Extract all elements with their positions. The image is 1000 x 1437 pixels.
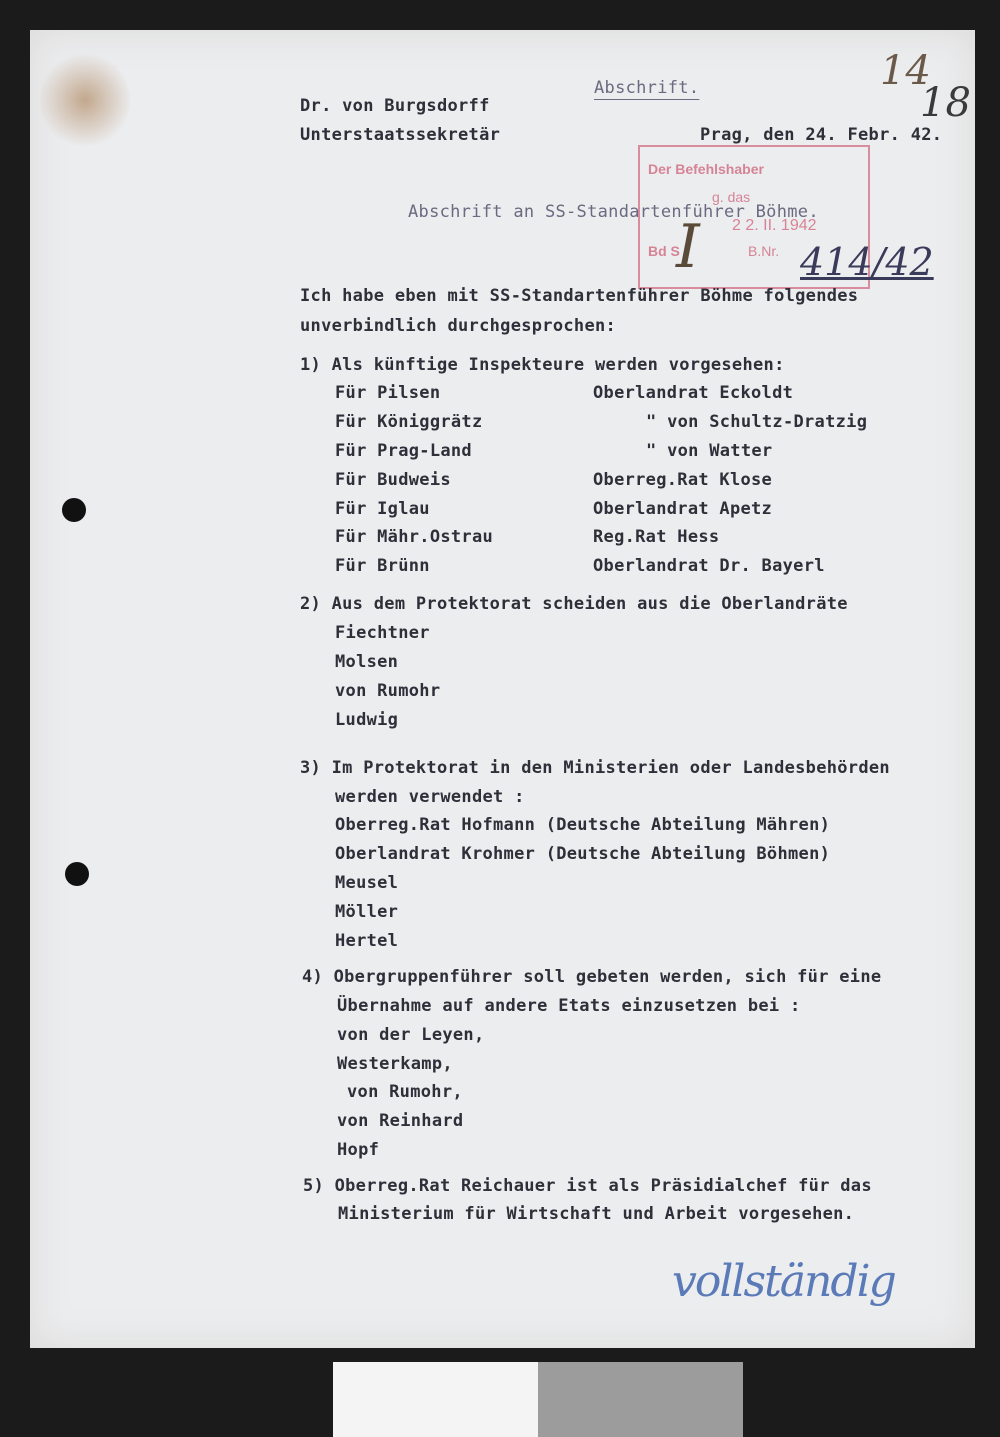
section1-place: Für Pilsen bbox=[335, 383, 441, 403]
stamp-line-2: g. das bbox=[712, 189, 751, 205]
sender-title: Unterstaatssekretär bbox=[300, 125, 501, 145]
section1-person: Reg.Rat Hess bbox=[593, 527, 720, 547]
stamp-line-4: Bd S bbox=[648, 243, 680, 259]
section3-heading: 3) Im Protektorat in den Ministerien oder Landesbehörden bbox=[300, 758, 890, 778]
section1-person: Oberlandrat Eckoldt bbox=[593, 383, 794, 403]
section4-line-2: Übernahme auf andere Etats einzusetzen bei : bbox=[337, 996, 801, 1016]
page-number-top: 14 bbox=[880, 48, 931, 94]
section4-name: von Rumohr, bbox=[347, 1082, 463, 1102]
color-calibration-gray bbox=[538, 1362, 743, 1437]
section2-name: Molsen bbox=[335, 652, 399, 672]
sender-name: Dr. von Burgsdorff bbox=[300, 96, 490, 116]
stamp-line-1: Der Befehlshaber bbox=[648, 161, 764, 177]
section1-place: Für Königgrätz bbox=[335, 412, 483, 432]
intro-line-1: Ich habe eben mit SS-Standartenführer Böhme folgendes bbox=[300, 286, 859, 306]
section1-person: Oberlandrat Dr. Bayerl bbox=[593, 556, 825, 576]
page-number-bottom: 18 bbox=[920, 80, 971, 126]
rust-stain bbox=[40, 50, 130, 150]
section2-name: von Rumohr bbox=[335, 681, 441, 701]
section2-name: Ludwig bbox=[335, 710, 399, 730]
section1-place: Für Brünn bbox=[335, 556, 430, 576]
section1-place: Für Iglau bbox=[335, 499, 430, 519]
section4-heading: 4) Obergruppenführer soll gebeten werden, sich für eine bbox=[302, 967, 882, 987]
reference-number: 414/42 bbox=[800, 240, 934, 284]
section2-name: Fiechtner bbox=[335, 623, 430, 643]
section4-name: von Reinhard bbox=[337, 1111, 464, 1131]
section1-place: Für Prag-Land bbox=[335, 441, 472, 461]
section3-name: Hertel bbox=[335, 931, 399, 951]
place-date: Prag, den 24. Febr. 42. bbox=[700, 125, 943, 145]
section3-name: Oberreg.Rat Hofmann (Deutsche Abteilung Mähren) bbox=[335, 815, 831, 835]
section1-heading: 1) Als künftige Inspekteure werden vorgesehen: bbox=[300, 355, 785, 375]
section3-name: Möller bbox=[335, 902, 399, 922]
section4-name: Hopf bbox=[337, 1140, 380, 1160]
intro-line-2: unverbindlich durchgesprochen: bbox=[300, 316, 617, 336]
section1-place: Für Mähr.Ostrau bbox=[335, 527, 494, 547]
section3-name: Oberlandrat Krohmer (Deutsche Abteilung Böhmen) bbox=[335, 844, 831, 864]
section1-person: Oberlandrat Apetz bbox=[593, 499, 773, 519]
section4-name: von der Leyen, bbox=[337, 1025, 485, 1045]
handwritten-mark: I bbox=[676, 212, 700, 282]
section5-line-1: 5) Oberreg.Rat Reichauer ist als Präsidialchef für das bbox=[303, 1176, 872, 1196]
section1-person: Oberreg.Rat Klose bbox=[593, 470, 773, 490]
section1-person: " von Schultz-Dratzig bbox=[646, 412, 868, 432]
section4-name: Westerkamp, bbox=[337, 1054, 453, 1074]
color-calibration-white bbox=[333, 1362, 538, 1437]
punch-hole-top bbox=[62, 498, 86, 522]
section2-heading: 2) Aus dem Protektorat scheiden aus die Oberlandräte bbox=[300, 594, 848, 614]
signature: vollständig bbox=[672, 1256, 895, 1307]
stamp-date: 2 2. II. 1942 bbox=[732, 217, 817, 234]
section1-person: " von Watter bbox=[646, 441, 773, 461]
stamp-line-5: B.Nr. bbox=[748, 243, 780, 259]
document-title: Abschrift. bbox=[594, 78, 700, 98]
section3-line-2: werden verwendet : bbox=[335, 787, 525, 807]
section1-place: Für Budweis bbox=[335, 470, 451, 490]
section3-name: Meusel bbox=[335, 873, 399, 893]
copy-note: Abschrift an SS-Standartenführer Böhme. bbox=[408, 202, 819, 222]
punch-hole-bottom bbox=[65, 862, 89, 886]
section5-line-2: Ministerium für Wirtschaft und Arbeit vorgesehen. bbox=[338, 1204, 855, 1224]
